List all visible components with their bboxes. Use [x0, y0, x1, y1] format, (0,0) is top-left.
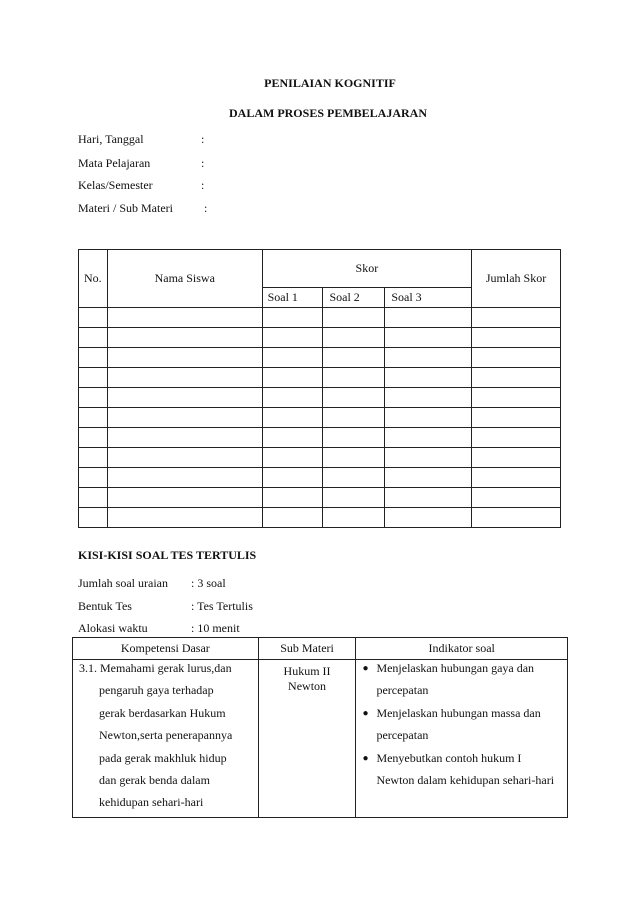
kisi-value-count: : 3 soal [191, 576, 226, 590]
kisi-table [72, 637, 568, 818]
table-cell[interactable] [472, 408, 561, 428]
table-cell[interactable] [262, 508, 323, 528]
table-cell[interactable] [262, 328, 323, 348]
table-row [79, 308, 561, 328]
table-cell[interactable] [385, 468, 472, 488]
sub-cell [258, 660, 356, 818]
table-cell[interactable] [323, 508, 385, 528]
table-cell[interactable] [385, 308, 472, 328]
table-row [79, 368, 561, 388]
table-cell[interactable] [107, 488, 262, 508]
table-cell[interactable] [107, 448, 262, 468]
table-cell[interactable] [385, 508, 472, 528]
table-cell[interactable] [107, 408, 262, 428]
table-row [79, 428, 561, 448]
table-row [79, 488, 561, 508]
table-row [79, 388, 561, 408]
table-cell[interactable] [323, 448, 385, 468]
table-cell[interactable] [472, 388, 561, 408]
table-cell[interactable] [472, 428, 561, 448]
sub-line: Newton [288, 679, 327, 693]
table-cell[interactable] [262, 348, 323, 368]
table-cell[interactable] [107, 308, 262, 328]
kd-cell [73, 660, 259, 818]
table-cell[interactable] [262, 468, 323, 488]
kisi-value-time: : 10 menit [191, 621, 240, 635]
info-label-class: Kelas/Semester [78, 178, 153, 192]
table-cell[interactable] [79, 448, 108, 468]
table-cell[interactable] [472, 328, 561, 348]
kisi-value-form: : Tes Tertulis [191, 599, 253, 613]
info-colon-class: : [201, 178, 205, 192]
bullet-icon: ● [362, 663, 369, 674]
score-table [78, 249, 561, 528]
table-cell[interactable] [323, 308, 385, 328]
table-cell[interactable] [262, 408, 323, 428]
table-cell[interactable] [262, 428, 323, 448]
table-cell[interactable] [385, 428, 472, 448]
table-cell[interactable] [323, 468, 385, 488]
table-cell[interactable] [262, 448, 323, 468]
table-cell[interactable] [472, 348, 561, 368]
table-row [79, 508, 561, 528]
table-cell[interactable] [385, 368, 472, 388]
table-cell[interactable] [385, 388, 472, 408]
table-row [79, 468, 561, 488]
info-colon-material: : [204, 201, 208, 215]
table-cell[interactable] [107, 348, 262, 368]
table-cell[interactable] [79, 428, 108, 448]
col-name-header: Nama Siswa [107, 250, 262, 308]
table-cell[interactable] [385, 348, 472, 368]
page-subtitle: DALAM PROSES PEMBELAJARAN [228, 106, 427, 120]
table-cell[interactable] [472, 448, 561, 468]
table-cell[interactable] [323, 428, 385, 448]
table-cell[interactable] [79, 468, 108, 488]
kd-line: dan gerak benda dalam [99, 772, 210, 787]
bullet-icon: ● [362, 707, 369, 719]
table-cell[interactable] [385, 488, 472, 508]
col-kd-header: Kompetensi Dasar [73, 638, 259, 660]
table-cell[interactable] [79, 508, 108, 528]
col-ind-header: Indikator soal [356, 638, 568, 660]
table-row [79, 328, 561, 348]
kd-line: pengaruh gaya terhadap [99, 683, 214, 698]
info-label-material: Materi / Sub Materi [78, 201, 173, 215]
col-soal2-header: Soal 2 [323, 288, 385, 308]
table-cell[interactable] [472, 368, 561, 388]
bullet-icon: ● [362, 752, 369, 764]
col-soal3-header: Soal 3 [385, 288, 472, 308]
table-cell[interactable] [107, 368, 262, 388]
col-sub-header: Sub Materi [258, 638, 356, 660]
info-label-date: Hari, Tanggal [78, 132, 144, 146]
info-colon-date: : [201, 132, 205, 146]
table-cell[interactable] [107, 328, 262, 348]
kd-line: gerak berdasarkan Hukum [99, 705, 226, 720]
col-soal1-header: Soal 1 [262, 288, 323, 308]
table-cell[interactable] [79, 348, 108, 368]
kisi-label-count: Jumlah soal uraian [78, 576, 168, 590]
indicator-item: ● Menjelaskan hubungan gaya dan [362, 657, 567, 679]
table-cell[interactable] [385, 328, 472, 348]
table-cell[interactable] [323, 408, 385, 428]
table-cell[interactable] [79, 408, 108, 428]
table-cell[interactable] [107, 508, 262, 528]
table-cell[interactable] [385, 408, 472, 428]
sub-line: Hukum II [283, 664, 331, 678]
table-cell[interactable] [262, 308, 323, 328]
table-row [79, 348, 561, 368]
info-colon-subject: : [201, 156, 205, 170]
table-cell[interactable] [79, 368, 108, 388]
col-skor-header: Skor [262, 250, 472, 288]
page-title: PENILAIAN KOGNITIF [264, 76, 396, 90]
table-row [79, 408, 561, 428]
kisi-heading: KISI-KISI SOAL TES TERTULIS [78, 548, 257, 562]
table-cell[interactable] [107, 468, 262, 488]
table-cell[interactable] [107, 428, 262, 448]
table-cell[interactable] [385, 448, 472, 468]
table-cell[interactable] [262, 368, 323, 388]
table-cell[interactable] [262, 488, 323, 508]
table-cell[interactable] [323, 328, 385, 348]
indicator-line: percepatan [376, 728, 429, 743]
kd-line: Newton,serta penerapannya [99, 728, 233, 743]
table-cell[interactable] [472, 508, 561, 528]
ind-cell [356, 660, 568, 818]
indicator-item: ● Menyebutkan contoh hukum I [362, 747, 567, 769]
col-total-header: Jumlah Skor [472, 250, 561, 308]
table-row [79, 448, 561, 468]
table-cell[interactable] [79, 488, 108, 508]
table-cell[interactable] [79, 388, 108, 408]
table-cell[interactable] [79, 308, 108, 328]
kisi-label-time: Alokasi waktu [78, 621, 148, 635]
table-cell[interactable] [323, 388, 385, 408]
indicator-item: ● Menjelaskan hubungan massa dan [362, 702, 567, 724]
kd-line: kehidupan sehari-hari [99, 795, 204, 810]
col-no-header: No. [79, 250, 108, 308]
table-cell[interactable] [323, 368, 385, 388]
table-cell[interactable] [472, 488, 561, 508]
table-cell[interactable] [107, 388, 262, 408]
kisi-label-form: Bentuk Tes [78, 599, 132, 613]
indicator-line: percepatan [376, 683, 429, 698]
indicator-line: Newton dalam kehidupan sehari-hari [376, 772, 555, 787]
info-label-subject: Mata Pelajaran [78, 156, 151, 170]
table-cell[interactable] [262, 388, 323, 408]
table-cell[interactable] [79, 328, 108, 348]
table-cell[interactable] [323, 348, 385, 368]
kd-line: 3.1. Memahami gerak lurus,dan [79, 661, 232, 675]
table-cell[interactable] [472, 308, 561, 328]
table-cell[interactable] [323, 488, 385, 508]
kd-line: pada gerak makhluk hidup [99, 750, 227, 765]
table-cell[interactable] [472, 468, 561, 488]
